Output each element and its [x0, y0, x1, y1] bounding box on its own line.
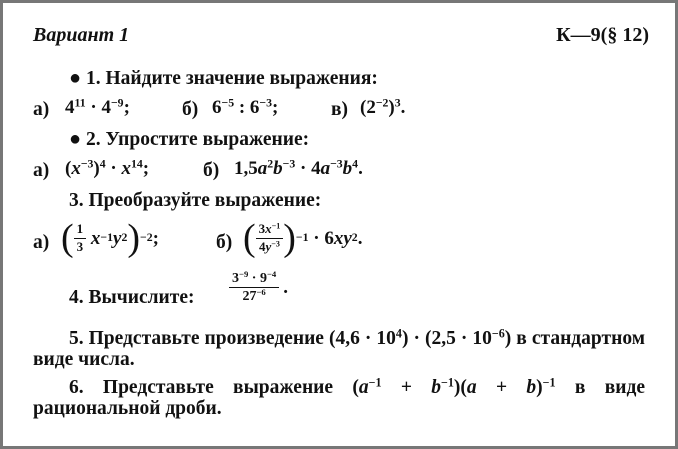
- variant-title: Вариант 1: [33, 24, 130, 46]
- task-3-number: 3.: [69, 190, 84, 211]
- task-3-b-expression: ( $\frac{3x^{-1}}{4y^{-3}}$ ) −1 · 6 xy 2 .: [243, 217, 363, 259]
- task-4-number: 4.: [69, 287, 84, 308]
- task-2-b-expression: $1,5a^2b^{-3} \cdot 4a^{-3}b^4$.: [234, 157, 363, 179]
- section-code: К—9(§ 12): [556, 24, 649, 46]
- task-3-a-expression: ( $\frac{1}{3}$ x −1 y 2 ) −2 ;: [61, 217, 159, 259]
- task-4-period: .: [283, 277, 288, 299]
- task-4-heading: [69, 288, 195, 308]
- task-1-c-expression: $(2^{-2})^3$.: [360, 96, 406, 118]
- task-1-c-label: в): [331, 99, 349, 120]
- task-1-number: 1.: [85, 68, 101, 89]
- task-3-a-label: а): [33, 232, 50, 253]
- task-1-a-expression: $4^{11} \cdot 4^{-9}$;: [65, 96, 130, 118]
- task-6-paragraph: 6. Представьте выражение $(a^{-1} + b^{-1})(a + b)^{-1}$ в виде рациональной дроби.: [33, 375, 645, 419]
- task-1-b-label: б): [182, 99, 199, 120]
- task-2-text: Упростите выражение:: [105, 129, 310, 150]
- task-2-b-label: б): [203, 160, 220, 181]
- task-1-b-expression: $6^{-5}$ : $6^{-3}$;: [212, 96, 279, 118]
- task-4-text: Вычислите:: [88, 287, 195, 308]
- task-1-a-label: а): [33, 99, 50, 120]
- task-1-heading: [69, 68, 378, 89]
- task-3-b-label: б): [216, 232, 233, 253]
- task-5-paragraph: 5. Представьте произведение $(4,6 \cdot 10^4) \cdot (2,5 \cdot 10^{-6})$ в стандартном виде числа.: [33, 326, 645, 370]
- task-2-a-label: а): [33, 160, 50, 181]
- task-2-heading: [69, 129, 309, 150]
- task-1-bullet-icon: ●: [69, 67, 82, 89]
- task-2-a-expression: $(x^{-3})^4 \cdot x^{14}$;: [65, 157, 150, 179]
- task-4-expression: $\frac{3^{-9} \cdot 9^{-4}}{27^{-6}}$ .: [229, 271, 288, 305]
- task-3-heading: [69, 191, 321, 211]
- task-3-text: Преобразуйте выражение:: [88, 190, 322, 211]
- task-1-text: Найдите значение выражения:: [105, 68, 378, 89]
- task-2-number: 2.: [85, 129, 101, 150]
- task-2-bullet-icon: ●: [69, 128, 82, 150]
